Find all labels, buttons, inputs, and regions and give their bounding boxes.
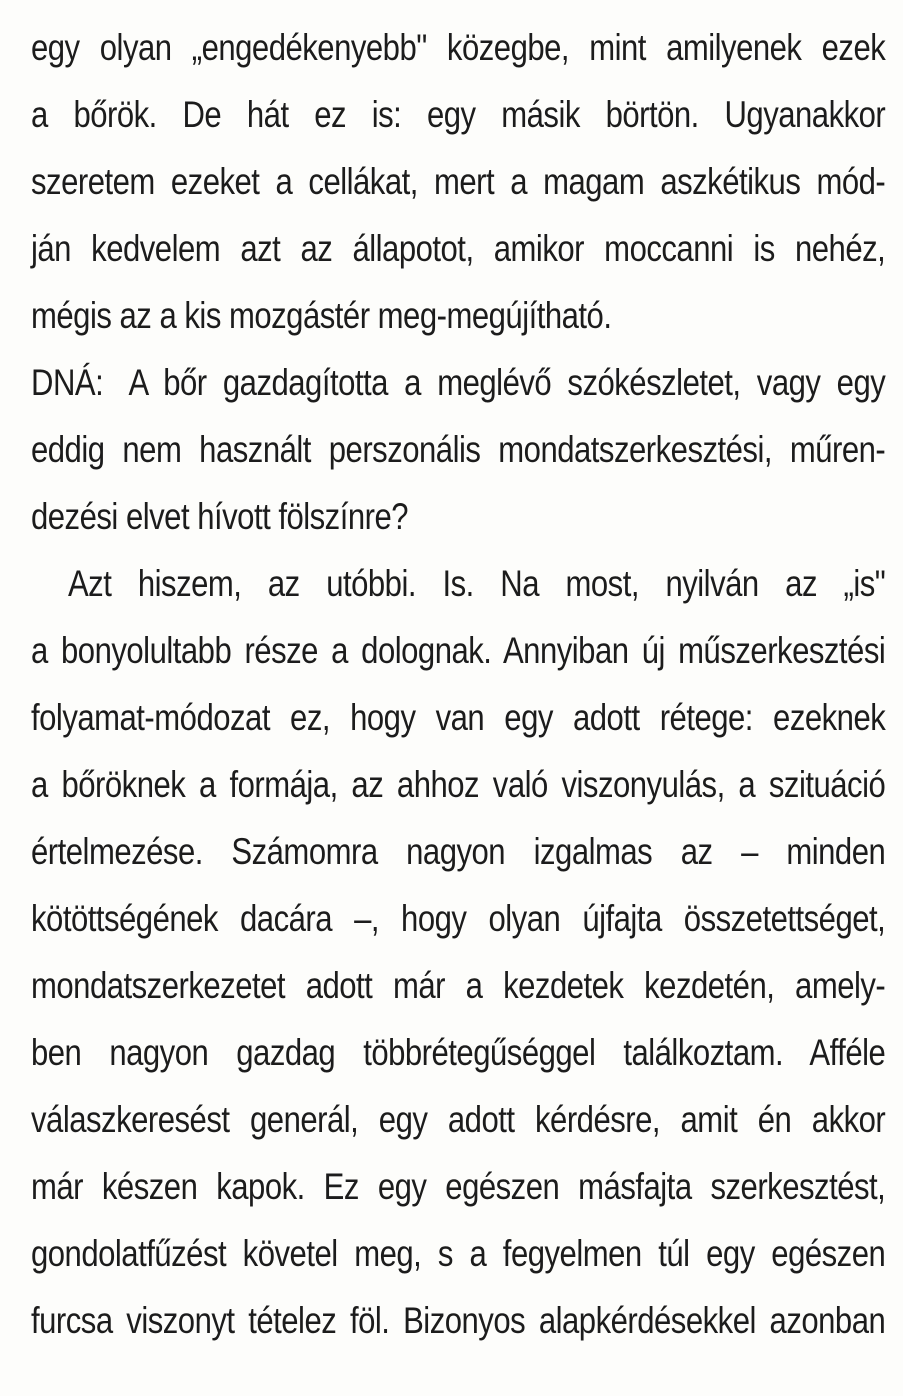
text-line: kötöttségének dacára –, hogy olyan újfajta összetettséget, <box>31 898 886 939</box>
question-text: A bőr gazdagította a meglévő szókészletet, vagy egy <box>128 362 886 403</box>
text-line: egy olyan „engedékenyebb" közegbe, mint amilyenek ezek <box>31 27 886 68</box>
question-line <box>31 349 885 416</box>
text-line: a bőrök. De hát ez is: egy másik börtön. Ugyanakkor <box>31 94 886 135</box>
speaker-label: DNÁ: <box>31 362 104 403</box>
text-line: a bőröknek a formája, az ahhoz való viszonyulás, a szituáció <box>31 764 886 805</box>
body-text <box>31 14 885 1354</box>
text-line: mégis az a kis mozgástér meg-megújítható. <box>31 295 612 336</box>
text-line: ben nagyon gazdag többrétegűséggel találkoztam. Afféle <box>31 1032 886 1073</box>
text-line: gondolatfűzést követel meg, s a fegyelmen túl egy egészen <box>31 1233 886 1274</box>
text-line: furcsa viszonyt tételez föl. Bizonyos alapkérdésekkel azonban <box>31 1300 886 1341</box>
text-line: a bonyolultabb része a dolognak. Annyiban új műszerkesztési <box>31 630 886 671</box>
text-line: dezési elvet hívott fölszínre? <box>31 496 409 537</box>
text-line: értelmezése. Számomra nagyon izgalmas az – minden <box>31 831 886 872</box>
text-line: ján kedvelem azt az állapotot, amikor moccanni is nehéz, <box>31 228 886 269</box>
text-line: mondatszerkezetet adott már a kezdetek kezdetén, amely- <box>31 965 886 1006</box>
text-line: válaszkeresést generál, egy adott kérdésre, amit én akkor <box>31 1099 886 1140</box>
text-line: már készen kapok. Ez egy egészen másfajta szerkesztést, <box>31 1166 886 1207</box>
text-line: folyamat-módozat ez, hogy van egy adott rétege: ezeknek <box>31 697 886 738</box>
paragraph-start-line: Azt hiszem, az utóbbi. Is. Na most, nyilván az „is" <box>67 563 886 604</box>
text-line: szeretem ezeket a cellákat, mert a magam aszkétikus mód- <box>31 161 886 202</box>
text-line: eddig nem használt perszonális mondatszerkesztési, műren- <box>31 429 886 470</box>
